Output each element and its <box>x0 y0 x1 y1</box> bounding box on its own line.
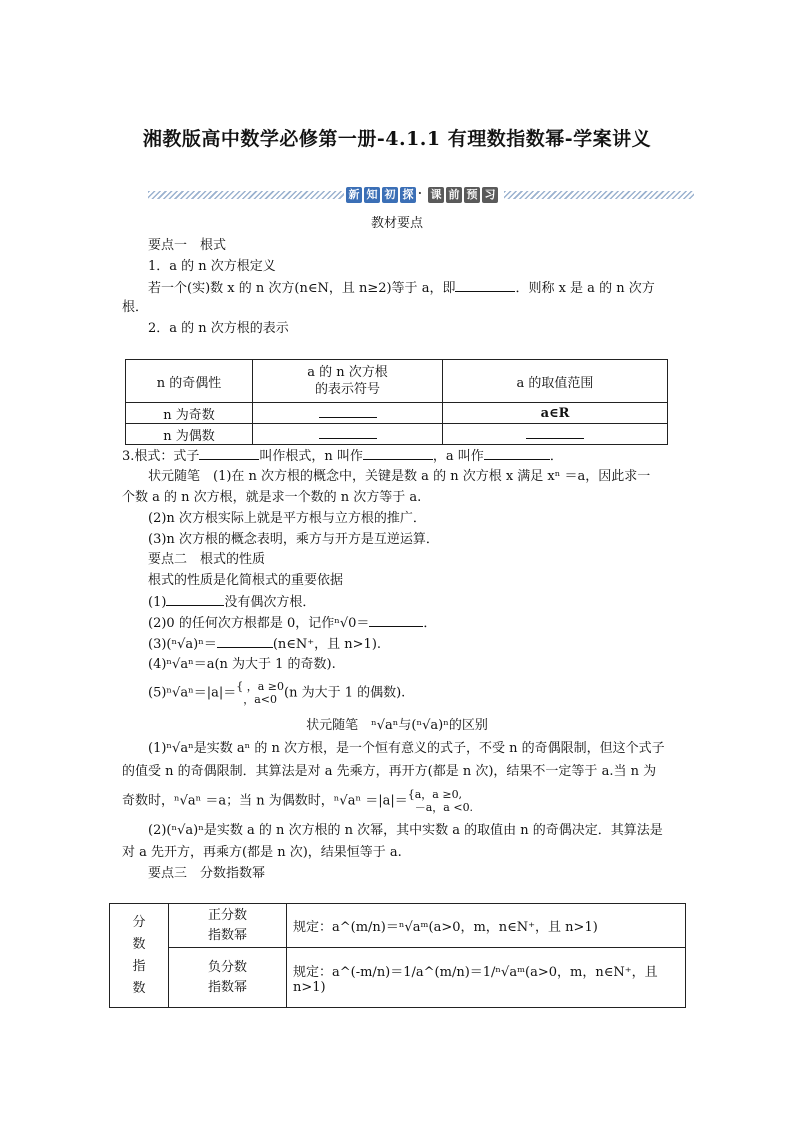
banner-badge-new-knowledge: 新 知 初 探 <box>346 186 416 204</box>
note1-line1: 状元随笔 (1)在 n 次方根的概念中，关键是数 a 的 n 次方根 x 满足 xⁿ ＝a，因此求一 <box>148 469 651 484</box>
note2-line1: (1)ⁿ√aⁿ是实数 aⁿ 的 n 次方根，是一个恒有意义的式子，不受 n 的奇偶限制，但这个式子 <box>148 741 665 756</box>
side-label: 分 数 指 数 <box>110 904 169 1008</box>
table-row <box>126 403 668 424</box>
property-2: (2)0 的任何次方根都是 0，记作ⁿ√0＝ ． <box>148 616 437 631</box>
rule-positive: 规定：a^(m/n)＝ⁿ√aᵐ(a>0，m，n∈N⁺，且 n>1) <box>287 904 686 948</box>
banner-stripe-right <box>504 191 694 199</box>
header-symbol: a 的 n 次方根 的表示符号 <box>253 360 443 403</box>
point2-heading: 要点二 根式的性质 <box>148 552 266 567</box>
note2-title: 状元随笔 ⁿ√aⁿ与(ⁿ√a)ⁿ的区别 <box>306 718 488 733</box>
note2-line2: 的值受 n 的奇偶限制．其算法是对 a 先乘方，再开方(都是 n 次)，结果不一定等于 a.当 n 为 <box>122 764 657 779</box>
table-row <box>110 948 686 1008</box>
representation-title: 2．a 的 n 次方根的表示 <box>148 321 289 336</box>
definition-text: 若一个(实)数 x 的 n 次方(n∈N，且 n≥2)等于 a，即 ．则称 x 是 a 的 n 次方 <box>148 281 655 296</box>
symbol-even-blank <box>253 424 443 445</box>
radical-definition: 3.根式：式子 叫作根式，n 叫作 ，a 叫作 ． <box>122 449 563 464</box>
section-banner <box>148 186 694 204</box>
parity-even: n 为偶数 <box>126 424 253 445</box>
section-heading: 教材要点 <box>370 216 423 231</box>
label-negative: 负分数 指数幂 <box>169 948 287 1008</box>
table-row <box>126 424 668 445</box>
piecewise-brace: { ，a ≥0 ，a<0 <box>236 680 284 706</box>
table-row <box>110 904 686 948</box>
document-title: 湘教版高中数学必修第一册-4.1.1 有理数指数幂-学案讲义 <box>142 128 652 150</box>
banner-stripe-left <box>148 191 344 199</box>
rule-negative: 规定：a^(-m/n)＝1/a^(m/n)＝1/ⁿ√aᵐ(a>0，m，n∈N⁺，且 n>1) <box>287 948 686 1008</box>
property-4: (4)ⁿ√aⁿ＝a(n 为大于 1 的奇数). <box>148 657 336 672</box>
point3-heading: 要点三 分数指数幂 <box>148 866 266 881</box>
fractional-exponent-table <box>109 903 686 1008</box>
header-range: a 的取值范围 <box>443 360 668 403</box>
range-odd: a∈R <box>443 403 668 424</box>
label-positive: 正分数 指数幂 <box>169 904 287 948</box>
property-3: (3)(ⁿ√a)ⁿ＝ (n∈N⁺，且 n>1). <box>148 637 382 652</box>
property-intro: 根式的性质是化简根式的重要依据 <box>148 573 344 588</box>
note1-line2: 个数 a 的 n 次方根，就是求一个数的 n 次方等于 a. <box>122 490 422 505</box>
note1-line4: (3)n 次方根的概念表明，乘方与开方是互逆运算． <box>148 532 439 547</box>
definition-title: 1．a 的 n 次方根定义 <box>148 259 276 274</box>
range-even-blank <box>443 424 668 445</box>
parity-odd: n 为奇数 <box>126 403 253 424</box>
note1-line3: (2)n 次方根实际上就是平方根与立方根的推广． <box>148 511 426 526</box>
note2-line3: 奇数时，ⁿ√aⁿ ＝a；当 n 为偶数时，ⁿ√aⁿ ＝|a|＝{a，a ≥0, －a，a <0. <box>122 788 474 814</box>
definition-text-end: 根． <box>122 300 149 315</box>
piecewise-brace-2: {a，a ≥0, －a，a <0. <box>407 788 474 814</box>
note2-line5: 对 a 先开方，再乘方(都是 n 次)，结果恒等于 a. <box>122 845 402 860</box>
property-5: (5)ⁿ√aⁿ＝|a|＝{ ，a ≥0 ，a<0 (n 为大于 1 的偶数). <box>148 680 406 706</box>
table-header-row <box>126 360 668 403</box>
banner-dot: · <box>418 187 422 200</box>
symbol-odd-blank <box>253 403 443 424</box>
banner-badge-preview: 课 前 预 习 <box>428 186 498 204</box>
note2-line4: (2)(ⁿ√a)ⁿ是实数 a 的 n 次方根的 n 次幂，其中实数 a 的取值由 n 的奇偶决定．其算法是 <box>148 823 663 838</box>
nth-root-table <box>125 359 668 445</box>
header-parity: n 的奇偶性 <box>126 360 253 403</box>
point1-heading: 要点一 根式 <box>148 238 227 253</box>
property-1: (1) 没有偶次方根． <box>148 595 316 610</box>
